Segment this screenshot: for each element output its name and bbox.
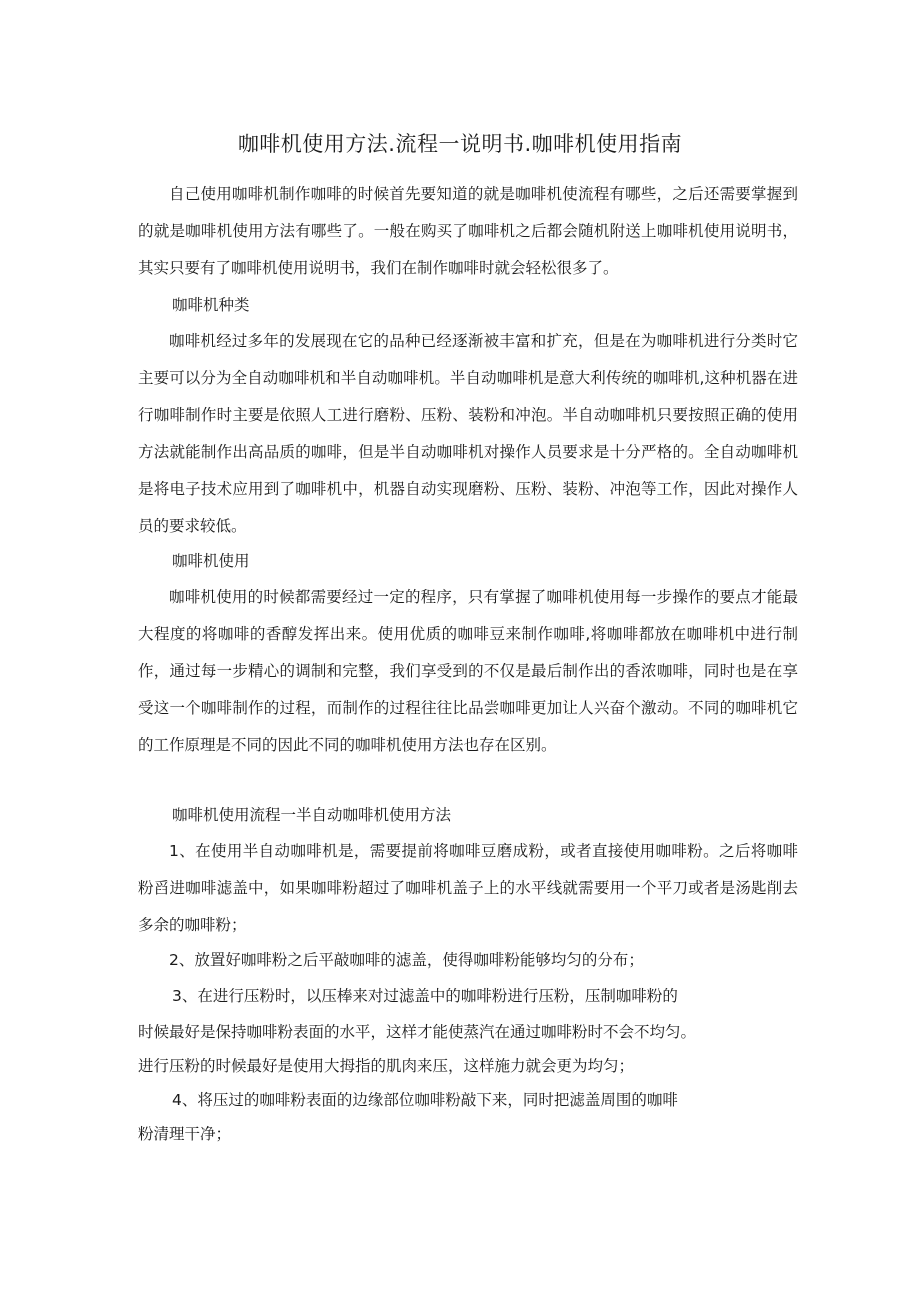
section-heading-types: 咖啡机种类: [172, 296, 250, 314]
step-4-line-2: 粉清理干净；: [138, 1125, 232, 1143]
step-4-line-1: 4、将压过的咖啡粉表面的边缘部位咖啡粉敲下来，同时把滤盖周围的咖啡: [172, 1091, 678, 1109]
step-1-paragraph: 1、在使用半自动咖啡机是，需要提前将咖啡豆磨成粉，或者直接使用咖啡粉。之后将咖啡粉舀进咖啡滤盖中，如果咖啡粉超过了咖啡机盖子上的水平线就需要用一个平刀或者是汤匙削去多余的咖啡粉；: [138, 842, 798, 934]
intro-paragraph: 自己使用咖啡机制作咖啡的时候首先要知道的就是咖啡机使流程有哪些，之后还需要掌握到的就是咖啡机使用方法有哪些了。一般在购买了咖啡机之后都会随机附送上咖啡机使用说明书，其实只要有了咖啡机使用说明书，我们在制作咖啡时就会轻松很多了。: [138, 185, 798, 277]
usage-paragraph: 咖啡机使用的时候都需要经过一定的程序，只有掌握了咖啡机使用每一步操作的要点才能最大程度的将咖啡的香醇发挥出来。使用优质的咖啡豆来制作咖啡,将咖啡都放在咖啡机中进行制作，通过每一步精心的调制和完整，我们享受到的不仅是最后制作出的香浓咖啡，同时也是在享受这一个咖啡制作的过程，而制作的过程往往比品尝咖啡更加让人兴奋个激动。不同的咖啡机它的工作原理是不同的因此不同的咖啡机使用方法也存在区别。: [138, 588, 798, 754]
section-heading-process: 咖啡机使用流程一半自动咖啡机使用方法: [172, 806, 452, 824]
types-paragraph: 咖啡机经过多年的发展现在它的品种已经逐渐被丰富和扩充，但是在为咖啡机进行分类时它主要可以分为全自动咖啡机和半自动咖啡机。半自动咖啡机是意大利传统的咖啡机,这种机器在进行咖啡制作时主要是依照人工进行磨粉、压粉、装粉和冲泡。半自动咖啡机只要按照正确的使用方法就能制作出高品质的咖啡，但是半自动咖啡机对操作人员要求是十分严格的。全自动咖啡机是将电子技术应用到了咖啡机中，机器自动实现磨粉、压粉、装粉、冲泡等工作，因此对操作人员的要求较低。: [138, 332, 798, 535]
step-3-line-3: 进行压粉的时候最好是使用大拇指的肌肉来压，这样施力就会更为均匀；: [138, 1057, 635, 1075]
section-heading-usage: 咖啡机使用: [172, 552, 250, 570]
step-3-line-2: 时候最好是保持咖啡粉表面的水平，这样才能使蒸汽在通过咖啡粉时不会不均匀。: [138, 1023, 697, 1041]
document-title: 咖啡机使用方法.流程一说明书.咖啡机使用指南: [237, 132, 683, 156]
step-2-paragraph: 2、放置好咖啡粉之后平敲咖啡的滤盖，使得咖啡粉能够均匀的分布；: [169, 951, 644, 969]
step-3-line-1: 3、在进行压粉时，以压棒来对过滤盖中的咖啡粉进行压粉，压制咖啡粉的: [172, 987, 678, 1005]
